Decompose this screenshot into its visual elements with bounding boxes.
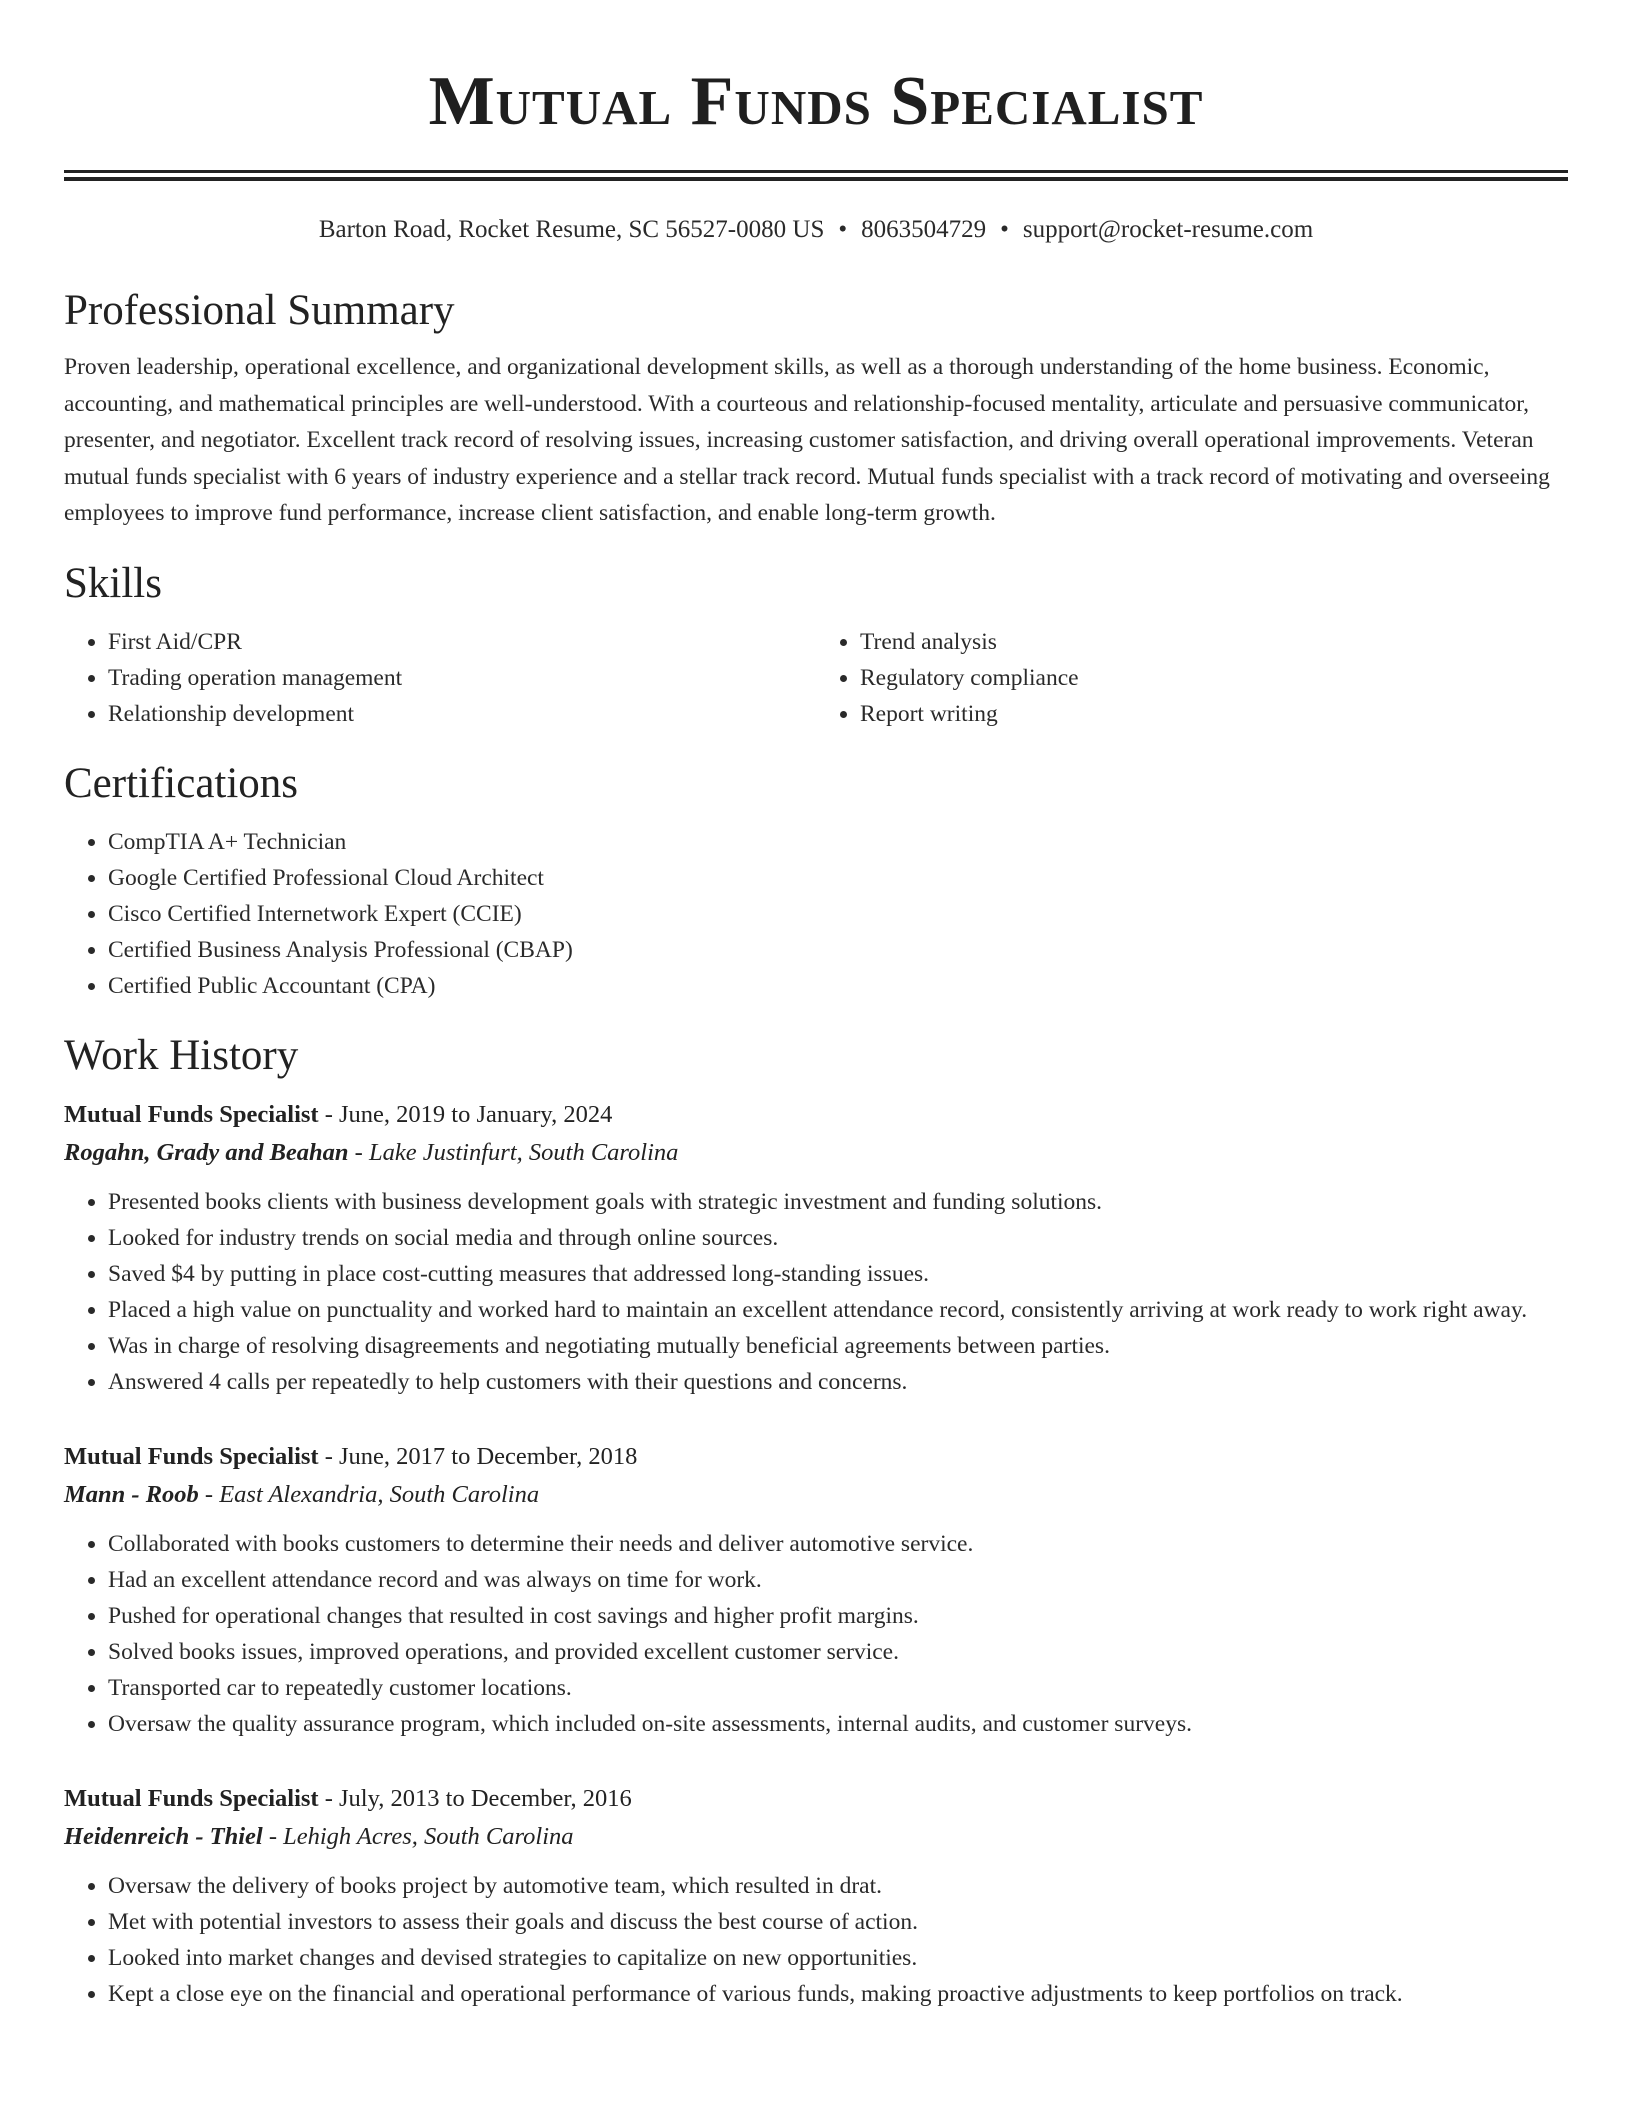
job-entry: [64, 1780, 1568, 2012]
skill-item: • Trend analysis: [860, 624, 1568, 660]
job-duty: • Had an excellent attendance record and was always on time for work.: [108, 1562, 1568, 1598]
skills-section: [64, 558, 1568, 732]
job-duty: • Pushed for operational changes that resulted in cost savings and higher profit margins.: [108, 1598, 1568, 1634]
job-duties-list: [64, 1526, 1568, 1742]
certification-item: • Certified Public Accountant (CPA): [108, 968, 1568, 1004]
job-location: Lehigh Acres, South Carolina: [283, 1822, 574, 1850]
certifications-section: [64, 758, 1568, 1004]
job-dates: June, 2019 to January, 2024: [339, 1100, 613, 1128]
job-duty: • Met with potential investors to assess their goals and discuss the best course of action.: [108, 1904, 1568, 1940]
contact-email: support@rocket-resume.com: [1022, 216, 1314, 243]
job-title-line: [64, 1438, 1568, 1476]
dash: -: [318, 1442, 340, 1470]
dash: -: [198, 1480, 220, 1508]
job-location: Lake Justinfurt, South Carolina: [368, 1138, 679, 1166]
header-divider: [64, 170, 1568, 181]
skill-item: • First Aid/CPR: [108, 624, 816, 660]
job-duty: • Looked for industry trends on social media and through online sources.: [108, 1220, 1568, 1256]
job-dates: July, 2013 to December, 2016: [339, 1784, 632, 1812]
contact-line: [64, 213, 1568, 247]
job-title: Mutual Funds Specialist: [64, 1784, 319, 1812]
certification-item: • CompTIA A+ Technician: [108, 824, 1568, 860]
job-company-line: [64, 1476, 1568, 1514]
dash: -: [348, 1138, 369, 1166]
skill-item: • Report writing: [860, 696, 1568, 732]
job-duty: • Oversaw the quality assurance program, which included on-site assessments, internal audits, and customer surveys.: [108, 1706, 1568, 1742]
skill-item: • Trading operation management: [108, 660, 816, 696]
job-dates: June, 2017 to December, 2018: [339, 1442, 638, 1470]
job-duty: • Kept a close eye on the financial and operational performance of various funds, making proactive adjustments to keep portfolios on track.: [108, 1976, 1568, 2012]
job-company-line: [64, 1134, 1568, 1172]
job-duty: • Transported car to repeatedly customer locations.: [108, 1670, 1568, 1706]
job-duty: • Solved books issues, improved operations, and provided excellent customer service.: [108, 1634, 1568, 1670]
job-company: Rogahn, Grady and Beahan: [64, 1138, 349, 1166]
job-title-line: [64, 1780, 1568, 1818]
skills-columns: [64, 624, 1568, 732]
certification-item: • Certified Business Analysis Professional (CBAP): [108, 932, 1568, 968]
job-entry: [64, 1096, 1568, 1400]
skills-heading: Skills: [64, 559, 162, 607]
certifications-heading: Certifications: [64, 759, 299, 807]
summary-section: [64, 285, 1568, 532]
summary-text: Proven leadership, operational excellence, and organizational development skills, as well as a thorough understanding of the home business. Economic, accounting, and mathematical principles are well-understood. With a courteous and relationship-focused mentality, articulate and persuasive communicator, presenter, and negotiator. Excellent track record of resolving issues, increasing customer satisfaction, and driving overall operational improvements. Veteran mutual funds specialist with 6 years of industry experience and a stellar track record. Mutual funds specialist with a track record of motivating and overseeing employees to improve fund performance, increase client satisfaction, and enable long-term growth.: [64, 354, 1550, 526]
summary-heading: Professional Summary: [64, 287, 455, 334]
contact-address: Barton Road, Rocket Resume, SC 56527-0080 US: [318, 216, 825, 243]
job-duty: • Oversaw the delivery of books project by automotive team, which resulted in drat.: [108, 1868, 1568, 1904]
contact-separator: •: [838, 216, 848, 243]
skill-item: • Regulatory compliance: [860, 660, 1568, 696]
contact-separator: •: [1000, 216, 1009, 243]
job-company: Mann - Roob: [64, 1480, 199, 1508]
skills-list-right: [816, 624, 1568, 732]
job-title-line: [64, 1096, 1568, 1134]
job-title: Mutual Funds Specialist: [64, 1100, 319, 1128]
certification-item: • Cisco Certified Internetwork Expert (CCIE): [108, 896, 1568, 932]
job-duty: • Was in charge of resolving disagreements and negotiating mutually beneficial agreements between parties.: [108, 1328, 1568, 1364]
contact-phone: 8063504729: [861, 216, 987, 243]
job-duties-list: [64, 1184, 1568, 1400]
job-company: Heidenreich - Thiel: [64, 1822, 263, 1850]
job-duty: • Collaborated with books customers to determine their needs and deliver automotive service.: [108, 1526, 1568, 1562]
job-duties-list: [64, 1868, 1568, 2012]
certification-item: • Google Certified Professional Cloud Architect: [108, 860, 1568, 896]
job-duty: • Looked into market changes and devised strategies to capitalize on new opportunities.: [108, 1940, 1568, 1976]
dash: -: [262, 1822, 284, 1850]
work-history-heading: Work History: [64, 1031, 299, 1079]
dash: -: [318, 1784, 340, 1812]
job-location: East Alexandria, South Carolina: [219, 1480, 540, 1508]
job-duty: • Answered 4 calls per repeatedly to help customers with their questions and concerns.: [108, 1364, 1568, 1400]
job-duty: • Presented books clients with business development goals with strategic investment and funding solutions.: [108, 1184, 1568, 1220]
job-company-line: [64, 1818, 1568, 1856]
job-duty: • Placed a high value on punctuality and worked hard to maintain an excellent attendance record, consistently arriving at work ready to work right away.: [108, 1292, 1568, 1328]
job-entry: [64, 1438, 1568, 1742]
certifications-list: [64, 824, 1568, 1004]
candidate-name: Mutual Funds Specialist: [428, 63, 1204, 140]
job-title: Mutual Funds Specialist: [64, 1442, 319, 1470]
job-duty: • Saved $4 by putting in place cost-cutting measures that addressed long-standing issues.: [108, 1256, 1568, 1292]
skill-item: • Relationship development: [108, 696, 816, 732]
work-history-section: [64, 1030, 1568, 2012]
dash: -: [318, 1100, 340, 1128]
skills-list-left: [64, 624, 816, 732]
